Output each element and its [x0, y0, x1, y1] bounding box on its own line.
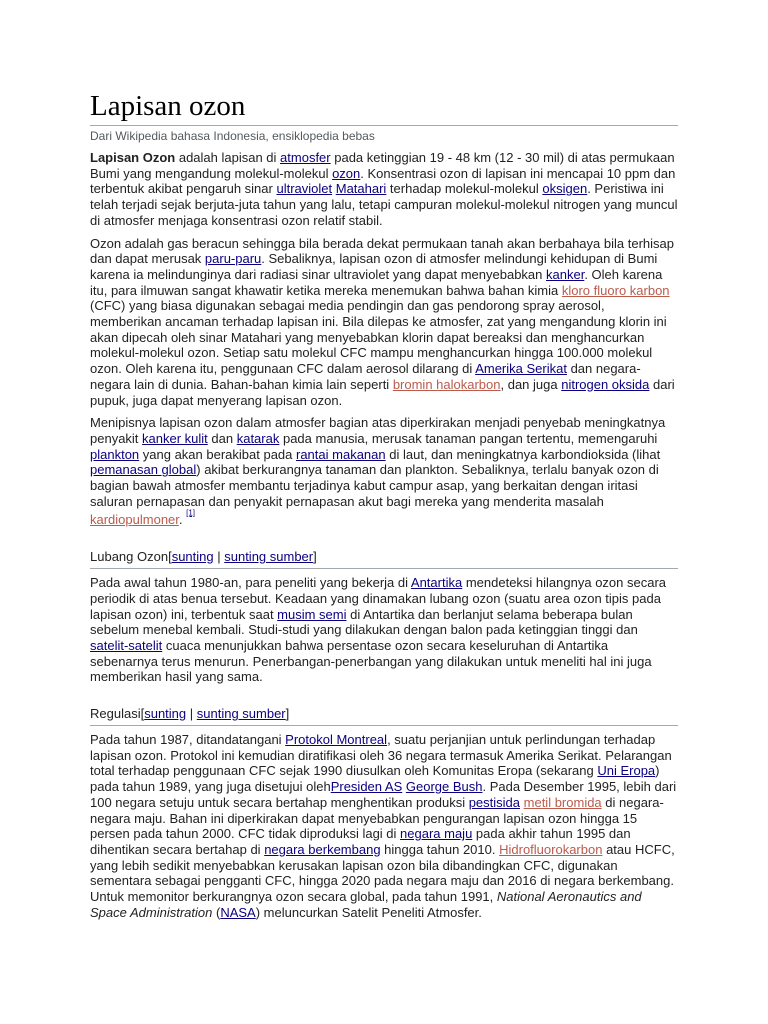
- link-oksigen[interactable]: oksigen: [542, 181, 588, 197]
- link-amerika-serikat[interactable]: Amerika Serikat: [475, 361, 567, 377]
- edit-section-links: [141, 706, 290, 721]
- text: , dan juga: [500, 376, 562, 392]
- text: atau HCFC, yang lebih sedikit menyebabkan kerusakan lapisan ozon bila dibandingkan CFC, digunakan sementara sebagai pengganti CFC, hingga 2020 pada negara maju dan 2016 di negara berkembang. Untuk memonitor berkurangnya ozon secara global, pada tahun 1991,: [90, 842, 675, 905]
- text: ) akibat berkurangnya tanaman dan plankton. Sebaliknya, terlalu banyak ozon di bagian bawah atmosfer membantu terjadinya kabut campur asap, yang berkaitan dengan iritasi saluran pernapasan dan penyakit pernapasan akut bagi mereka yang menderita masalah: [90, 462, 659, 509]
- text: . Oleh karena itu, para ilmuwan sangat khawatir ketika mereka menemukan bahwa bahan kimia: [90, 266, 663, 298]
- text: ) pada tahun 1989, yang juga disetujui oleh: [90, 763, 660, 795]
- text: Pada tahun 1987, ditandatangani: [90, 732, 286, 748]
- redlink-hidrofluorokarbon[interactable]: Hidrofluorokarbon: [499, 842, 603, 857]
- text: Ozon adalah gas beracun sehingga bila berada dekat permukaan tanah akan berbahaya bila terhisap dan dapat merusak: [90, 235, 674, 267]
- section-heading-lubang-ozon: [90, 540, 678, 569]
- text: ) meluncurkan Satelit Peneliti Atmosfer.: [255, 904, 482, 920]
- bracket: [: [140, 706, 145, 722]
- text: pada akhir tahun 1995 dan dihentikan secara bertahap di: [90, 826, 631, 857]
- link-antartika[interactable]: Antartika: [410, 575, 463, 591]
- redlink-kloro-fluoro-karbon[interactable]: kloro fluoro karbon: [561, 282, 670, 298]
- edit-link[interactable]: sunting: [171, 549, 214, 565]
- link-ozon[interactable]: ozon: [332, 165, 361, 181]
- text: hingga tahun 2010.: [380, 842, 500, 857]
- link-negara-berkembang[interactable]: negara berkembang: [264, 842, 381, 857]
- lubang-ozon-paragraph: [90, 575, 678, 685]
- text: , suatu perjanjian untuk perlindungan terhadap lapisan ozon. Protokol ini kemudian diratifikasi oleh 36 negara termasuk Amerika Serikat. Pelarangan total terhadap penggunaan CFC sejak 1990 diusulkan oleh Komunitas Eropa (sekarang: [90, 732, 672, 779]
- regulasi-paragraph: [90, 732, 678, 920]
- link-matahari[interactable]: Matahari: [335, 181, 387, 197]
- text: (: [212, 904, 221, 920]
- link-uni-eropa[interactable]: Uni Eropa: [597, 763, 656, 779]
- redlink-bromin-halokarbon[interactable]: bromin halokarbon: [392, 376, 501, 392]
- link-pemanasan-global[interactable]: pemanasan global: [90, 462, 197, 478]
- link-protokol-montreal[interactable]: Protokol Montreal: [285, 732, 388, 748]
- text: . Konsentrasi ozon di lapisan ini mencapai 10 ppm dan terbentuk akibat pengaruh sinar: [90, 165, 676, 197]
- bracket: ]: [285, 706, 290, 722]
- text: (CFC) yang biasa digunakan sebagai media pendingin dan gas pendorong spray aerosol, memberikan ancaman terhadap lapisan ini. Bila dilepas ke atmosfer, zat yang mengandung klorin ini akan dipecah oleh sinar Matahari yang menyebabkan klorin dapat bereaksi dan menghancurkan molekul-molekul ozon. Setiap satu molekul CFC mampu menghancurkan hingga 100.000 molekul ozon. Oleh karena itu, penggunaan CFC dalam aerosol dilarang di: [90, 298, 667, 377]
- intro-paragraph-2: [90, 236, 678, 409]
- text: . Sebaliknya, lapisan ozon di atmosfer melindungi kehidupan di Bumi karena ia melindunginya dari radiasi sinar ultraviolet yang dapat menyebabkan: [90, 251, 658, 282]
- separator: |: [213, 549, 225, 565]
- link-pestisida[interactable]: pestisida: [468, 794, 521, 810]
- reference-link[interactable]: [1]: [186, 508, 196, 518]
- intro-paragraph-1: [90, 150, 678, 229]
- text: di Antartika dan berlanjut selama beberapa bulan sebelum menebal kembali. Studi-studi yang dilakukan dengan balon pada ketinggian tinggi dan: [90, 606, 638, 638]
- text: . Pada Desember 1995, lebih dari 100 negara setuju untuk secara bertahap menghentikan produksi: [90, 779, 677, 810]
- link-george-bush[interactable]: George Bush: [405, 779, 483, 795]
- text: di negara-negara maju. Bahan ini diperkirakan dapat menyebabkan pengurangan lapisan ozon hingga 15 persen pada tahun 2000. CFC tidak diproduksi lagi di: [90, 794, 664, 842]
- link-negara-maju[interactable]: negara maju: [400, 826, 473, 842]
- text: .: [178, 512, 187, 528]
- link-nitrogen-oksida[interactable]: nitrogen oksida: [561, 376, 650, 392]
- link-rantai-makanan[interactable]: rantai makanan: [296, 446, 386, 462]
- redlink-metil-bromida[interactable]: metil bromida: [523, 794, 602, 810]
- edit-source-link[interactable]: sunting sumber: [196, 706, 286, 722]
- link-katarak[interactable]: katarak: [236, 430, 280, 446]
- site-tagline: Dari Wikipedia bahasa Indonesia, ensiklopedia bebas: [90, 129, 375, 143]
- link-nasa[interactable]: NASA: [220, 904, 256, 920]
- text: dan negara-negara lain di dunia. Bahan-bahan kimia lain seperti: [90, 361, 641, 392]
- separator: |: [186, 706, 197, 722]
- text: dari pupuk, juga dapat menyerang lapisan ozon.: [90, 376, 675, 408]
- reference-marker: [186, 508, 196, 521]
- text: terhadap molekul-molekul: [386, 181, 543, 197]
- link-musim-semi[interactable]: musim semi: [277, 606, 347, 622]
- link-atmosfer[interactable]: atmosfer: [280, 150, 331, 165]
- text: yang akan berakibat pada: [139, 446, 296, 462]
- text: adalah lapisan di: [175, 150, 281, 165]
- bracket: [: [168, 549, 172, 565]
- intro-paragraph-3: [90, 415, 678, 528]
- section-heading-regulasi: [90, 697, 678, 726]
- link-kanker[interactable]: kanker: [546, 266, 585, 282]
- edit-source-link[interactable]: sunting sumber: [224, 549, 314, 565]
- section-title: Regulasi: [90, 706, 141, 722]
- bold-term: Lapisan Ozon: [90, 150, 176, 165]
- link-ultraviolet[interactable]: ultraviolet: [276, 181, 333, 197]
- link-plankton[interactable]: plankton: [90, 446, 140, 462]
- link-presiden-as[interactable]: Presiden AS: [330, 779, 403, 795]
- text: cuaca menunjukkan bahwa persentase ozon secara keseluruhan di Antartika sebenarnya terus menurun. Penerbangan-penerbangan yang dilakukan untuk meneliti hal ini juga memberikan hasil yang sama.: [90, 637, 652, 685]
- text: pada ketinggian 19 - 48 km (12 - 30 mil) di atas permukaan Bumi yang mengandung molekul-molekul: [90, 150, 675, 181]
- article-content: [90, 88, 678, 928]
- link-kanker-kulit[interactable]: kanker kulit: [142, 430, 208, 446]
- text: mendeteksi hilangnya ozon secara periodik di atas benua tersebut. Keadaan yang dinamakan lubang ozon (suatu area ozon tipis pada lapisan ozon) ini, terbentuk saat: [90, 575, 667, 622]
- redlink-kardiopulmoner[interactable]: kardiopulmoner: [90, 512, 179, 528]
- section-title: Lubang Ozon: [90, 549, 169, 565]
- link-satelit-satelit[interactable]: satelit-satelit: [90, 637, 163, 653]
- italic-text: National Aeronautics and Space Administration: [90, 889, 642, 920]
- text: pada manusia, merusak tanaman pangan tertentu, memengaruhi: [279, 430, 658, 446]
- page-title: Lapisan ozon: [90, 88, 678, 126]
- edit-section-links: [168, 549, 317, 564]
- text: Menipisnya lapisan ozon dalam atmosfer bagian atas diperkirakan menjadi penyebab meningkatnya penyakit: [90, 415, 666, 446]
- bracket: ]: [313, 549, 317, 565]
- edit-link[interactable]: sunting: [144, 706, 187, 722]
- text: di laut, dan meningkatnya karbondioksida (lihat: [385, 446, 661, 462]
- text: dan: [207, 430, 237, 446]
- text: . Peristiwa ini telah terjadi sejak berjuta-juta tahun yang lalu, tetapi campuran molekul-molekul nitrogen yang muncul di atmosfer menjaga konsentrasi ozon relatif stabil.: [90, 181, 678, 228]
- text: Pada awal tahun 1980-an, para peneliti yang bekerja di: [90, 575, 411, 591]
- link-paru-paru[interactable]: paru-paru: [204, 251, 262, 267]
